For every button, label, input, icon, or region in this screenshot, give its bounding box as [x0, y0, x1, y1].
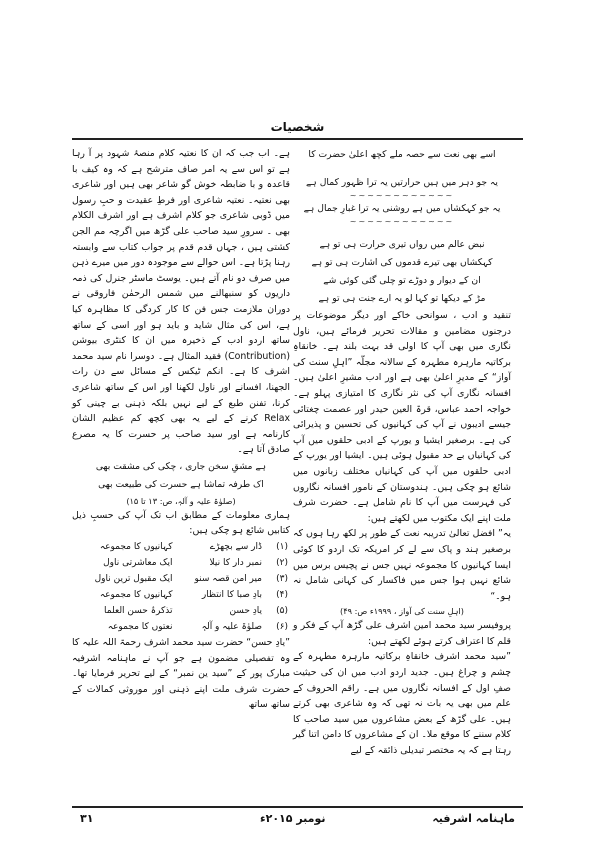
list-item: (۵) یادِ حسن تذکرۂ حسن العلما: [104, 606, 288, 617]
body-paragraph: ہماری معلومات کے مطابق اب تک آپ کی حسبِ ذیل کتابیں شائع ہو چکی ہیں:: [72, 509, 290, 537]
page-number: ۳۱: [80, 812, 94, 825]
verse-line: یہ جو کہکشاں میں ہے روشنی یہ ترا غبارِ جمال ہے: [303, 203, 501, 214]
left-column: [72, 146, 290, 713]
body-paragraph: ہے۔ اب جب کہ ان کا نعتیہ کلام منصۂ شہود پر آ رہا ہے تو اس سے یہ امر صاف مترشح ہے کہ وہ کیف با قاعدہ و با ضابطہ خوش گو شاعر بھی ہیں اور شاعری بھی نعتیہ۔ نعتیہ شاعری اور فرطِ عقیدت و حبِ رسول میں ڈوبی شاعری جو کلام اشرف ہے اور اشرف الکلام بھی ۔ سرورِ سید صاحب علی گڑھ میں اگرچہ مم الجن کشتی ہیں ، جہاں قدم قدم پر جواب کتاب سے وابستہ رہنا پڑتا ہے۔ اس حوالے سے موجودہ دور میں میرے ذہن میں صرف دو نام آتے ہیں۔ یوسٹ ماسٹر جنرل کی ذمہ داریوں کو سنبھالنے میں شمس الرحمٰن فاروقی نے دوران ملازمت جس فن کا کار کردگی کا مظاہرہ کیا ہے، اس کی مثال شاید و باید ہو اور اسی کے ساتھ ساتھ اردو ادب کے ذخیرہ میں ان کا کنٹری بیوشن (Contribution) فقید المثال ہے۔ دوسرا نام سید محمد اشرف کا ہے۔ انکم ٹیکس کے مسائل سے دن رات الجھنا، افسانے اور ناول لکھنا اور اس کے ساتھ شاعری کرنا، تفنن طبع کے لیے نہیں بلکہ ذہنی بے چینی کو Relax کرنے کے لیے یہ بھی کچھ کم عظیم الشان کارنامہ ہے اور سید صاحب پر حسرت کا یہ مصرع صادق آتا ہے۔: [72, 148, 290, 456]
verse-separator: ~~~~~~~~~~~~: [349, 217, 455, 226]
verse-line: ان کے دیوار و دوڑے تو چلی گئی کوئی شے: [323, 275, 481, 286]
verse-line: مڑ کے دیکھا تو کہا لو یہ ارے جنت ہی تو ہے: [318, 293, 486, 304]
magazine-name: ماہنامہ اشرفیہ: [432, 812, 515, 825]
verse-line: نبض عالم میں رواں تیری حرارت ہی تو ہے: [319, 239, 485, 250]
list-item: (۶) صلوٰۃ علیہ و آلہٖ نعتوں کا مجموعہ: [107, 622, 288, 633]
top-rule: [72, 138, 523, 140]
body-paragraph: تنقید و ادب ، سوانحی خاکے اور دیگر موضوعات پر درجنوں مضامین و مقالات تحریر فرمائے ہیں، ناول نگاری میں بھی آپ کا اولی قد بہت بلند ہے۔ خانقاہِ برکاتیہ مارہرہ مطہرہ کے سالانہ مجلّہ ”اہلِ سنت کی آواز“ کے مدیرِ اعلیٰ بھی ہے اور ادب مشیرِ اعلیٰ ہیں۔ افسانہ نگاری آپ کی نثر نگاری کا امتیازی پہلو ہے۔ خواجہ احمد عباس، قرۃ العین حیدر اور عصمت چغتائی جیسے ادیبوں نے آپ کی کہانیوں کی تحسین و پذیرائی کی ہے۔ برصغیر ایشیا و یورپ کے ادبی حلقوں میں آپ کی کہانیاں بے حد مقبول ہوئی ہیں۔ ایشیا اور یورپ کے ادبی حلقوں میں آپ کی کہانیاں مختلف زبانوں میں شائع ہو چکی ہیں۔ ہندوستان کے نامور افسانہ نگاروں کی فہرست میں آپ کا نام شامل ہے۔ حضرت شرف ملت اپنے ایک مکتوب میں لکھتے ہیں:: [293, 310, 511, 524]
verse-line: ہے مشقِ سخن جاری ، چکی کی مشقت بھی: [95, 460, 267, 472]
list-item: (۴) بادِ صبا کا انتظار کہانیوں کا مجموعہ: [99, 590, 288, 601]
verse-separator: ~~~~~~~~~~~~: [349, 191, 455, 200]
citation: (اہلِ سنت کی آواز ، ۱۹۹۹ء ص: ۴۹): [340, 606, 464, 617]
verse-line: کہکشاں بھی تیرے قدموں کی اشارت ہی تو ہے: [311, 257, 493, 268]
issue-date: نومبر ۲۰۱۵ء: [260, 812, 326, 825]
right-column: [293, 146, 511, 759]
list-item: (۳) میر امن قصہ سنو ایک مقبول ترین ناول: [94, 574, 288, 585]
block-quote: ”سید محمد اشرف خانقاہِ برکاتیہ مارہرہ مطہرہ کے چشم و چراغ ہیں۔ جدید اردو ادب میں ان کی حیثیت صفِ اول کے افسانہ نگاروں میں ہے۔ راقم الحروف کے علم میں بھی یہ بات نہ تھی کہ وہ شاعری بھی کرتے ہیں۔ علی گڑھ کے بعض مشاعروں میں سید صاحب کا کلام سننے کا موقع ملا۔ ان کے مشاعروں کا دامن اتنا گیر رہتا ہے کہ یہ مختصر تبدیلی ذائقہ کے لیے: [293, 651, 511, 757]
body-paragraph: ”یادِ حسن“ حضرت سید محمد اشرف رحمۃ اللہ علیہ کا وہ تفصیلی مضمون ہے جو آپ نے ماہنامہ اشرفیہ مبارک پور کے ”سید ین نمبر“ کے لیے تحریر فرمایا تھا۔ حضرت شرف ملت اپنے ذہنی اور موروثی کمالات کے ساتھ ساتھ: [72, 637, 290, 711]
citation: (صلوٰۃ علیہ و آلہٖ، ص: ۱۳ تا ۱۵): [126, 495, 236, 506]
section-title: شخصیات: [270, 120, 325, 134]
bottom-rule: [72, 806, 523, 808]
list-item: (۱) ڈار سے بچھڑے کہانیوں کا مجموعہ: [99, 542, 288, 553]
body-paragraph: پروفیسر سید محمد امین اشرف علی گڑھ آپ کے فکر و قلم کا اعتراف کرتے ہوئے لکھتے ہیں:: [293, 620, 511, 647]
verse-line: اک طرفہ تماشا ہے حسرت کی طبیعت بھی: [98, 478, 264, 490]
verse-line: یہ جو دہر میں ہیں حرارتیں یہ ترا ظہور کمال ہے: [306, 177, 498, 188]
block-quote: یہ” افضل تعالیٰ تدریبہ نعت کے طور پر لکھ رہا ہوں کہ برصغیر ہند و پاک سے لے کر امریکہ تک اردو کا کوئی ایسا کہانیوں کا مجموعہ نہیں جس نے پچیس برس میں شائع نہیں ہوا جس میں فاکسار کی کہانی شامل نہ ہو۔“: [293, 528, 511, 602]
works-list: [72, 539, 290, 635]
intro-verse: اسے بھی نعت سے حصہ ملے کچھ اعلیٰ حضرت کا: [308, 149, 496, 160]
list-item: (۲) نمبر دار کا نیلا ایک معاشرتی ناول: [103, 558, 288, 569]
